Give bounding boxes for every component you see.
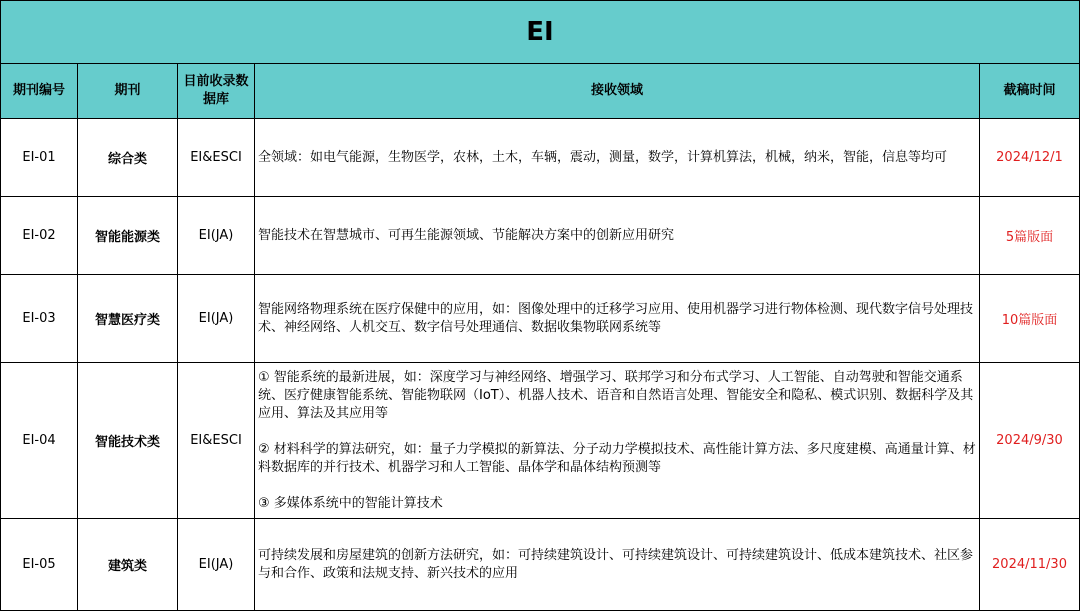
header-database: 目前收录数据库	[178, 64, 255, 119]
cell-deadline: 5篇版面	[980, 197, 1080, 275]
cell-database: EI(JA)	[178, 519, 255, 611]
fields-text: 智能技术在智慧城市、可再生能源领域、节能解决方案中的创新应用研究	[258, 227, 675, 243]
cell-deadline: 2024/9/30	[980, 363, 1080, 519]
paragraph-spacer	[258, 423, 976, 441]
cell-database: EI&ESCI	[178, 119, 255, 197]
cell-journal: 建筑类	[78, 519, 178, 611]
cell-fields	[255, 119, 980, 197]
header-deadline: 截稿时间	[980, 64, 1080, 119]
cell-deadline: 2024/11/30	[980, 519, 1080, 611]
title-row	[1, 1, 1080, 64]
cell-database: EI(JA)	[178, 275, 255, 363]
fields-paragraph-1: ① 智能系统的最新进展，如：深度学习与神经网络、增强学习、联邦学习和分布式学习、人工智能、自动驾驶和智能交通系统、医疗健康智能系统、智能物联网（IoT）、机器人技术、语音和自然语言处理、智能安全和隐私、模式识别、数据科学及其应用、算法及其应用等	[258, 369, 974, 421]
cell-fields	[255, 197, 980, 275]
fields-text: 全领域：如电气能源，生物医学，农林，土木，车辆，震动，测量，数学，计算机算法，机械，纳米，智能，信息等均可	[258, 149, 948, 165]
cell-deadline: 2024/12/1	[980, 119, 1080, 197]
cell-journal: 智能技术类	[78, 363, 178, 519]
cell-database: EI&ESCI	[178, 363, 255, 519]
cell-fields	[255, 519, 980, 611]
fields-text: 智能网络物理系统在医疗保健中的应用，如：图像处理中的迁移学习应用、使用机器学习进行物体检测、现代数字信号处理技术、神经网络、人机交互、数字信号处理通信、数据收集物联网系统等	[258, 301, 974, 335]
cell-id: EI-02	[1, 197, 78, 275]
cell-database: EI(JA)	[178, 197, 255, 275]
cell-fields	[255, 275, 980, 363]
table-row	[1, 197, 1080, 275]
cell-journal: 智慧医疗类	[78, 275, 178, 363]
table-row	[1, 519, 1080, 611]
cell-journal: 智能能源类	[78, 197, 178, 275]
cell-id: EI-04	[1, 363, 78, 519]
header-id: 期刊编号	[1, 64, 78, 119]
cell-journal: 综合类	[78, 119, 178, 197]
fields-paragraph-3: ③ 多媒体系统中的智能计算技术	[258, 495, 443, 511]
cell-deadline: 10篇版面	[980, 275, 1080, 363]
cell-id: EI-05	[1, 519, 78, 611]
header-journal: 期刊	[78, 64, 178, 119]
cell-id: EI-03	[1, 275, 78, 363]
table-row	[1, 119, 1080, 197]
fields-text: 可持续发展和房屋建筑的创新方法研究，如：可持续建筑设计、可持续建筑设计、可持续建筑设计、低成本建筑技术、社区参与和合作、政策和法规支持、新兴技术的应用	[258, 547, 974, 581]
paragraph-spacer	[258, 477, 976, 495]
table-row	[1, 275, 1080, 363]
cell-fields	[255, 363, 980, 519]
table-title: EI	[1, 1, 1080, 64]
header-row	[1, 64, 1080, 119]
cell-id: EI-01	[1, 119, 78, 197]
fields-paragraph-2: ② 材料科学的算法研究，如：量子力学模拟的新算法、分子动力学模拟技术、高性能计算方法、多尺度建模、高通量计算、材料数据库的并行技术、机器学习和人工智能、晶体学和晶体结构预测等	[258, 441, 976, 475]
table-row	[1, 363, 1080, 519]
header-fields: 接收领域	[255, 64, 980, 119]
